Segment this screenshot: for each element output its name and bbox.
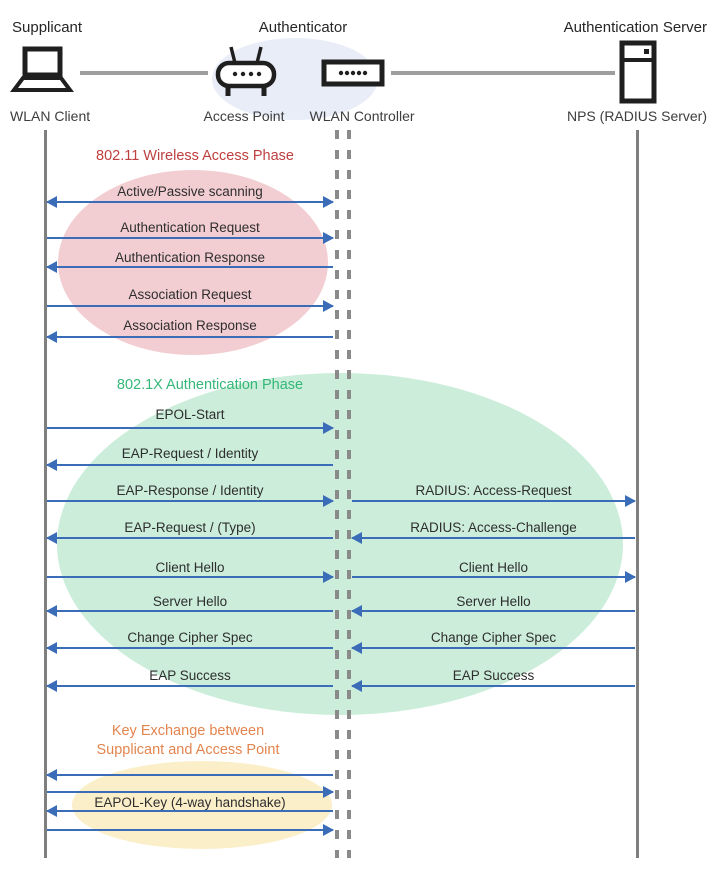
message-label: Authentication Request (120, 220, 260, 235)
message-arrow (47, 537, 333, 539)
message-label: EAP Success (149, 668, 231, 683)
message-arrow (47, 500, 333, 502)
connector-line (391, 71, 615, 75)
lifeline-wlan-controller-left (335, 130, 339, 858)
lifeline-nps-server (636, 130, 639, 858)
phase-title-key-exchange-line2: Supplicant and Access Point (96, 742, 280, 758)
connector-line (80, 71, 208, 75)
message-label: Change Cipher Spec (127, 630, 253, 645)
phase-title-key-exchange (48, 722, 328, 760)
device-label-wlan-client: WLAN Client (10, 108, 91, 124)
message-arrow (352, 537, 635, 539)
phase-title-8021x: 802.1X Authentication Phase (116, 377, 304, 393)
message-label: Server Hello (456, 594, 531, 609)
phase-title-80211: 802.11 Wireless Access Phase (96, 148, 294, 164)
lifeline-wlan-controller-right (347, 130, 351, 858)
message-arrow (47, 237, 333, 239)
message-arrow (47, 685, 333, 687)
message-label: RADIUS: Access-Request (415, 483, 572, 498)
message-label: EAP-Request / Identity (121, 446, 259, 461)
wlan-controller-icon (321, 59, 385, 87)
message-arrow (352, 610, 635, 612)
message-label: EAPOL-Key (4-way handshake) (94, 795, 286, 810)
phase-8021x-ellipse (57, 373, 623, 715)
message-arrow (47, 464, 333, 466)
server-icon (619, 40, 657, 104)
message-label: Client Hello (458, 560, 529, 575)
message-label: Association Request (128, 287, 252, 302)
message-arrow (47, 829, 333, 831)
message-label: Association Response (123, 318, 257, 333)
message-arrow (352, 647, 635, 649)
message-label: EAP-Request / (Type) (124, 520, 256, 535)
message-label: Client Hello (155, 560, 225, 575)
message-arrow (47, 266, 333, 268)
message-label: Change Cipher Spec (430, 630, 557, 645)
message-arrow (47, 201, 333, 203)
device-label-nps-radius-server: NPS (RADIUS Server) (566, 108, 708, 124)
message-arrow (352, 500, 635, 502)
message-arrow (47, 647, 333, 649)
actor-role-supplicant: Supplicant (12, 19, 83, 36)
message-arrow (47, 336, 333, 338)
device-label-wlan-controller: WLAN Controller (309, 108, 415, 124)
message-arrow (47, 774, 333, 776)
message-label: Active/Passive scanning (117, 184, 263, 199)
message-arrow (352, 685, 635, 687)
message-arrow (47, 427, 333, 429)
message-arrow (47, 576, 333, 578)
message-label: Server Hello (152, 594, 228, 609)
message-arrow (47, 610, 333, 612)
phase-title-key-exchange-line1: Key Exchange between (111, 723, 265, 739)
message-label: EAP-Response / Identity (116, 483, 264, 498)
laptop-icon (10, 46, 74, 96)
message-label: RADIUS: Access-Challenge (410, 520, 577, 535)
actor-role-authentication-server: Authentication Server (563, 19, 707, 36)
message-label: Authentication Response (114, 250, 266, 265)
actor-role-authenticator: Authenticator (258, 19, 348, 36)
message-arrow (352, 576, 635, 578)
arrowhead-right-icon (323, 422, 334, 434)
device-label-access-point: Access Point (203, 108, 285, 124)
message-arrow (47, 305, 333, 307)
arrowhead-left-icon (46, 769, 57, 781)
message-label: EAP Success (452, 668, 535, 683)
arrowhead-right-icon (323, 824, 334, 836)
wireless-access-point-icon (213, 44, 279, 102)
message-arrow (47, 791, 333, 793)
message-label: EPOL-Start (155, 407, 225, 422)
